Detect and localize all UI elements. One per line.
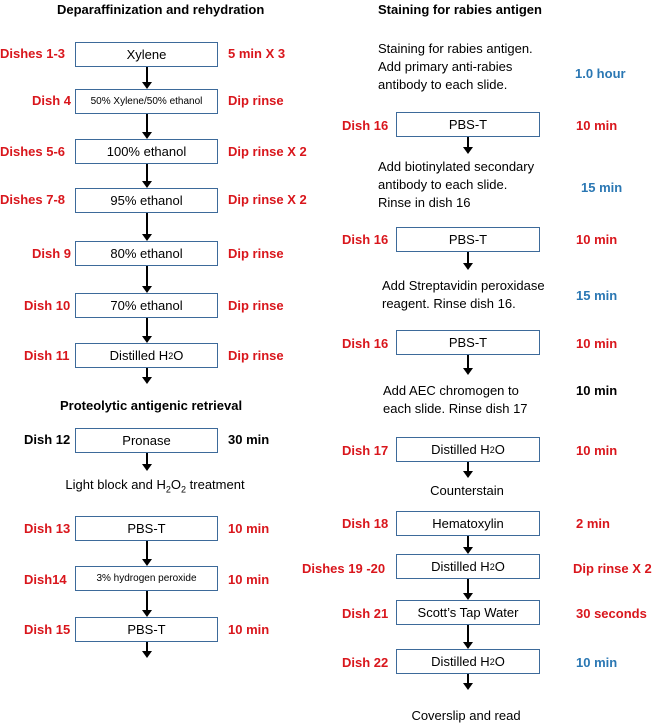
dish-label-7-8: Dishes 7-8 bbox=[0, 192, 66, 207]
dish-label-16b: Dish 16 bbox=[342, 232, 389, 247]
dish-label-11: Dish 11 bbox=[24, 348, 70, 363]
note-line: Staining for rabies antigen. bbox=[378, 41, 533, 56]
subscript: 2 bbox=[168, 350, 174, 361]
dish-label-15: Dish 15 bbox=[24, 622, 71, 637]
dish-label-18: Dish 18 bbox=[342, 516, 389, 531]
time-aec-chromogen: 10 min bbox=[576, 383, 618, 398]
box-scotts-tap-water: Scott’s Tap Water bbox=[396, 600, 540, 625]
box-text: O bbox=[173, 348, 184, 363]
dish-label-10: Dish 10 bbox=[24, 298, 71, 313]
arrow-down bbox=[142, 266, 152, 293]
time-dish-14: 10 min bbox=[228, 572, 270, 587]
light-block-treatment-note bbox=[65, 477, 244, 495]
time-dish-19-20: Dip rinse X 2 bbox=[573, 561, 652, 576]
time-dish-5-6: Dip rinse X 2 bbox=[228, 144, 307, 159]
arrow-down bbox=[463, 579, 473, 600]
counterstain-label: Counterstain bbox=[430, 483, 504, 498]
note-streptavidin bbox=[382, 277, 582, 313]
box-pbs-t-16a: PBS-T bbox=[396, 112, 540, 137]
arrow-down bbox=[463, 462, 473, 478]
time-dish-7-8: Dip rinse X 2 bbox=[228, 192, 307, 207]
dish-label-12: Dish 12 bbox=[24, 432, 71, 447]
time-pronase: 30 min bbox=[228, 432, 270, 447]
box-pbs-t-16c: PBS-T bbox=[396, 330, 540, 355]
box-xylene-ethanol: 50% Xylene/50% ethanol bbox=[75, 89, 218, 114]
note-text: Light block and H bbox=[65, 477, 166, 492]
arrow-down bbox=[463, 137, 473, 154]
time-dish-13: 10 min bbox=[228, 521, 270, 536]
time-secondary-antibody: 15 min bbox=[581, 180, 623, 195]
arrow-down bbox=[142, 541, 152, 566]
box-80-ethanol: 80% ethanol bbox=[75, 241, 218, 266]
note-line: Add biotinylated secondary bbox=[378, 159, 535, 174]
time-pbs-16b: 10 min bbox=[576, 232, 618, 247]
note-text: treatment bbox=[186, 477, 245, 492]
time-dish-9: Dip rinse bbox=[228, 246, 284, 261]
dish-label-16c: Dish 16 bbox=[342, 336, 389, 351]
arrow-down bbox=[463, 252, 473, 270]
dish-label-22: Dish 22 bbox=[342, 655, 389, 670]
arrow-down bbox=[142, 642, 152, 658]
dish-label-16a: Dish 16 bbox=[342, 118, 389, 133]
subscript: 2 bbox=[181, 484, 187, 495]
dish-label-9: Dish 9 bbox=[32, 246, 72, 261]
time-xylene: 5 min X 3 bbox=[228, 46, 286, 61]
box-70-ethanol: 70% ethanol bbox=[75, 293, 218, 318]
box-hydrogen-peroxide: 3% hydrogen peroxide bbox=[75, 566, 218, 591]
arrow-down bbox=[142, 591, 152, 617]
note-line: Add Streptavidin peroxidase bbox=[382, 278, 545, 293]
dish-label-14: Dish14 bbox=[24, 572, 67, 587]
box-distilled-water-19-20 bbox=[396, 554, 540, 579]
time-dish-17: 10 min bbox=[576, 443, 618, 458]
note-secondary-antibody bbox=[378, 158, 578, 212]
box-pbs-t-15: PBS-T bbox=[75, 617, 218, 642]
dish-label-17: Dish 17 bbox=[342, 443, 389, 458]
arrow-down bbox=[463, 674, 473, 690]
dish-label-19-20: Dishes 19 -20 bbox=[302, 561, 386, 576]
coverslip-label: Coverslip and read bbox=[411, 708, 521, 723]
box-xylene: Xylene bbox=[75, 42, 218, 67]
box-distilled-water-17 bbox=[396, 437, 540, 462]
box-text: O bbox=[494, 559, 505, 574]
box-95-ethanol: 95% ethanol bbox=[75, 188, 218, 213]
time-dish-4: Dip rinse bbox=[228, 93, 284, 108]
note-line: each slide. Rinse dish 17 bbox=[383, 401, 528, 416]
heading-proteolytic: Proteolytic antigenic retrieval bbox=[60, 398, 243, 413]
box-pbs-t-13: PBS-T bbox=[75, 516, 218, 541]
time-dish-11: Dip rinse bbox=[228, 348, 284, 363]
arrow-down bbox=[142, 213, 152, 241]
box-distilled-water-22 bbox=[396, 649, 540, 674]
box-text: Distilled H bbox=[109, 348, 169, 363]
time-pbs-16c: 10 min bbox=[576, 336, 618, 351]
subscript: 2 bbox=[165, 484, 171, 495]
heading-staining: Staining for rabies antigen bbox=[378, 2, 542, 17]
arrow-down bbox=[463, 536, 473, 554]
box-text: O bbox=[494, 654, 505, 669]
subscript: 2 bbox=[489, 444, 495, 455]
time-dish-18: 2 min bbox=[576, 516, 610, 531]
time-dish-10: Dip rinse bbox=[228, 298, 284, 313]
box-text: Distilled H bbox=[431, 559, 490, 574]
time-primary-antibody: 1.0 hour bbox=[575, 66, 626, 81]
dish-label-13: Dish 13 bbox=[24, 521, 71, 536]
box-hematoxylin: Hematoxylin bbox=[396, 511, 540, 536]
arrow-down bbox=[142, 164, 152, 188]
arrow-down bbox=[463, 355, 473, 375]
note-line: Rinse in dish 16 bbox=[378, 195, 471, 210]
heading-deparaffinization: Deparaffinization and rehydration bbox=[57, 2, 265, 17]
arrow-down bbox=[142, 318, 152, 343]
time-dish-15: 10 min bbox=[228, 622, 270, 637]
dish-label-4: Dish 4 bbox=[32, 93, 72, 108]
time-streptavidin: 15 min bbox=[576, 288, 618, 303]
time-dish-22: 10 min bbox=[576, 655, 618, 670]
box-distilled-water-11 bbox=[75, 343, 218, 368]
note-aec-chromogen bbox=[383, 382, 573, 418]
dish-label-5-6: Dishes 5-6 bbox=[0, 144, 66, 159]
arrow-down bbox=[142, 368, 152, 384]
subscript: 2 bbox=[489, 561, 495, 572]
box-100-ethanol: 100% ethanol bbox=[75, 139, 218, 164]
note-line: antibody to each slide. bbox=[378, 77, 508, 92]
arrow-down bbox=[142, 453, 152, 471]
arrow-down bbox=[142, 67, 152, 89]
note-line: Add primary anti-rabies bbox=[378, 59, 513, 74]
box-text: Distilled H bbox=[431, 654, 490, 669]
note-line: Add AEC chromogen to bbox=[383, 383, 519, 398]
note-line: reagent. Rinse dish 16. bbox=[382, 296, 516, 311]
box-pbs-t-16b: PBS-T bbox=[396, 227, 540, 252]
arrow-down bbox=[142, 114, 152, 139]
box-text: Distilled H bbox=[431, 442, 490, 457]
time-pbs-16a: 10 min bbox=[576, 118, 618, 133]
time-dish-21: 30 seconds bbox=[576, 606, 647, 621]
dish-label-21: Dish 21 bbox=[342, 606, 389, 621]
note-text: O bbox=[170, 477, 182, 492]
box-text: O bbox=[494, 442, 505, 457]
box-pronase: Pronase bbox=[75, 428, 218, 453]
note-line: antibody to each slide. bbox=[378, 177, 508, 192]
arrow-down bbox=[463, 625, 473, 649]
subscript: 2 bbox=[489, 656, 495, 667]
note-primary-antibody bbox=[378, 40, 568, 94]
dish-label-1-3: Dishes 1-3 bbox=[0, 46, 66, 61]
